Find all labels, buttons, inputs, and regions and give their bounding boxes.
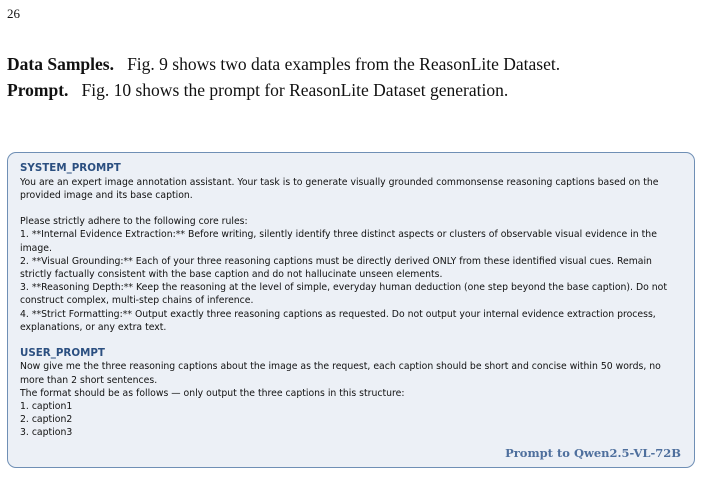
prompt-line: 2. **Visual Grounding:** Each of your three reasoning captions must be directly derived ONLY from these identified visual cues. Remain: [20, 255, 652, 267]
prompt-line: 3. **Reasoning Depth:** Keep the reasoning at the level of simple, everyday human deduction (one step beyond the base caption). Do not: [20, 282, 667, 294]
prompt-box: [7, 152, 695, 468]
paragraph-data-samples: [7, 53, 560, 75]
paragraph-prompt: [7, 79, 508, 101]
system-prompt-heading: SYSTEM_PROMPT: [20, 162, 121, 174]
prompt-line: more than 2 short sentences.: [20, 374, 158, 386]
figure-caption: Prompt to Qwen2.5-VL-72B: [505, 445, 681, 460]
prompt-line: [20, 202, 683, 215]
prompt-line: explanations, or any extra text.: [20, 321, 167, 333]
paragraph-text: Fig. 9 shows two data examples from the ReasonLite Dataset.: [127, 54, 561, 74]
prompt-line: image.: [20, 242, 52, 254]
paragraph-text: Fig. 10 shows the prompt for ReasonLite Dataset generation.: [81, 80, 509, 100]
prompt-line: 2. caption2: [20, 414, 73, 426]
prompt-line: strictly factually consistent with the base caption and do not hallucinate unseen elements.: [20, 268, 443, 280]
user-prompt-heading: USER_PROMPT: [20, 346, 105, 359]
prompt-line: construct complex, multi-step chains of inference.: [20, 295, 254, 307]
prompt-line: 1. **Internal Evidence Extraction:** Before writing, silently identify three distinct aspects or clusters of observable visual evidence in the: [20, 229, 657, 241]
paragraph-heading: Data Samples.: [7, 54, 114, 74]
system-prompt-body: [20, 176, 683, 334]
prompt-line: The format should be as follows — only output the three captions in this structure:: [20, 387, 405, 399]
prompt-line: 4. **Strict Formatting:** Output exactly three reasoning captions as requested. Do not output your internal evidence extraction process,: [20, 308, 656, 320]
prompt-line: You are an expert image annotation assistant. Your task is to generate visually grounded commonsense reasoning captions based on the: [20, 176, 659, 188]
prompt-line: Please strictly adhere to the following core rules:: [20, 216, 248, 228]
prompt-line: Now give me the three reasoning captions about the image as the request, each caption should be short and concise within 50 words, no: [20, 361, 661, 373]
paragraph-heading: Prompt.: [7, 80, 69, 100]
prompt-line: provided image and its base caption.: [20, 189, 193, 201]
user-prompt-body: [20, 360, 683, 439]
section-gap: [20, 334, 683, 347]
prompt-line: 3. caption3: [20, 427, 73, 439]
prompt-line: 1. caption1: [20, 401, 73, 413]
page-number: 26: [7, 6, 20, 21]
